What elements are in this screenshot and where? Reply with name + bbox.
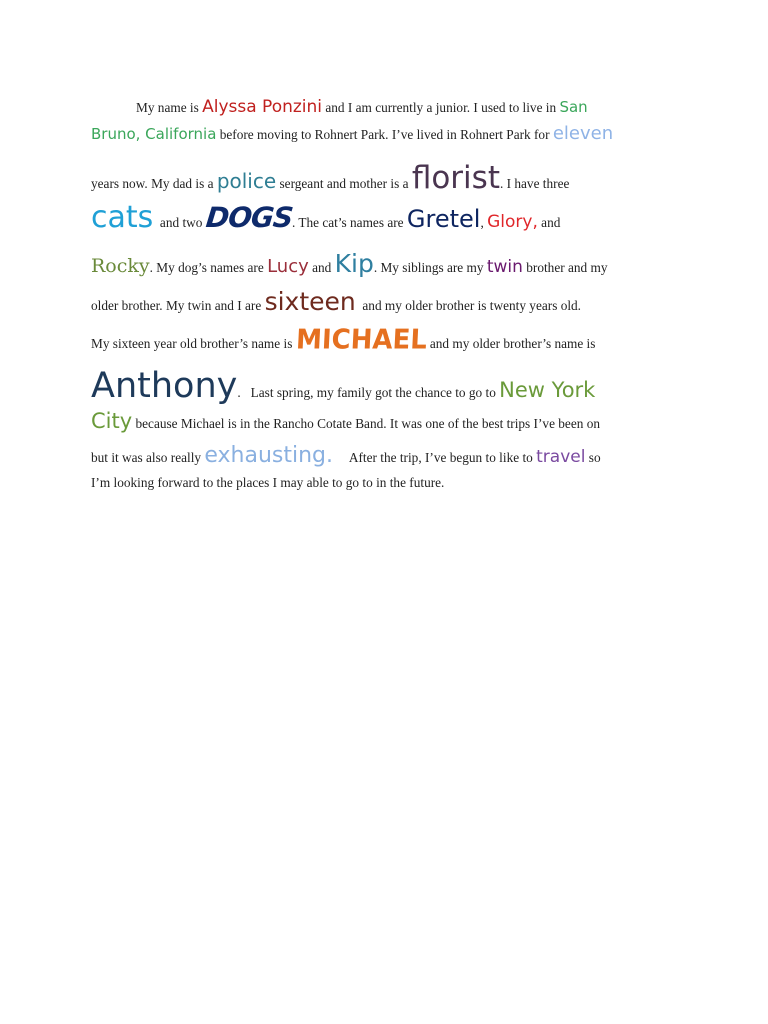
highlight-lucy: Lucy bbox=[267, 256, 309, 277]
highlight-police: police bbox=[216, 169, 277, 193]
highlight-sixteen: sixteen bbox=[264, 287, 356, 316]
highlight-glory: Glory, bbox=[487, 212, 538, 232]
highlight-dogs: DOGS bbox=[204, 201, 294, 234]
line-6 bbox=[91, 286, 681, 319]
highlight-michael: MICHAEL bbox=[294, 324, 428, 356]
text-segment: My sixteen year old brother’s name is bbox=[91, 336, 296, 351]
text-segment: years now. My dad is a bbox=[91, 176, 217, 191]
highlight-eleven: eleven bbox=[552, 123, 614, 144]
text-segment: . Last spring, my family got the chance to go to bbox=[237, 385, 500, 400]
text-segment: and bbox=[308, 260, 335, 275]
highlight-name: Alyssa Ponzini bbox=[202, 97, 323, 117]
text-segment: , bbox=[480, 215, 488, 230]
highlight-travel: travel bbox=[536, 447, 586, 467]
line-10 bbox=[91, 442, 681, 471]
text-segment: because Michael is in the Rancho Cotate Band. It was one of the best trips I’ve been on bbox=[132, 416, 601, 431]
text-segment: After the trip, I’ve begun to like to bbox=[333, 450, 537, 465]
text-segment: and bbox=[537, 215, 561, 230]
text-segment: sergeant and mother is a bbox=[276, 176, 412, 191]
line-11 bbox=[91, 474, 681, 491]
text-segment: and my older brother’s name is bbox=[426, 336, 596, 351]
line-5 bbox=[91, 248, 681, 281]
line-4 bbox=[91, 198, 681, 237]
line-3 bbox=[91, 158, 681, 198]
highlight-gretel: Gretel bbox=[406, 205, 481, 233]
line-8 bbox=[91, 364, 681, 410]
line-2 bbox=[91, 122, 681, 145]
text-segment: . The cat’s names are bbox=[291, 215, 407, 230]
line-7 bbox=[91, 324, 681, 358]
highlight-cats: cats bbox=[91, 200, 154, 235]
highlight-rocky: Rocky bbox=[91, 255, 150, 277]
highlight-city: City bbox=[91, 409, 133, 433]
highlight-new-york: New York bbox=[499, 378, 596, 402]
highlight-kip: Kip bbox=[334, 249, 374, 278]
text-segment: . I have three bbox=[499, 176, 570, 191]
text-segment: . My siblings are my bbox=[373, 260, 487, 275]
line-9 bbox=[91, 408, 681, 435]
text-segment: and I am currently a junior. I used to live in bbox=[322, 100, 560, 115]
text-segment: brother and my bbox=[522, 260, 608, 275]
text-segment: and two bbox=[153, 215, 206, 230]
highlight-bruno-california: Bruno, California bbox=[91, 125, 217, 143]
highlight-florist: florist bbox=[411, 160, 500, 196]
highlight-san: San bbox=[559, 98, 588, 116]
text-segment: I’m looking forward to the places I may able to go to in the future. bbox=[91, 475, 445, 490]
highlight-anthony: Anthony bbox=[91, 366, 238, 406]
text-segment: before moving to Rohnert Park. I’ve lived in Rohnert Park for bbox=[216, 127, 553, 142]
highlight-exhausting: exhausting. bbox=[204, 443, 334, 468]
text-segment: so bbox=[585, 450, 601, 465]
text-segment: but it was also really bbox=[91, 450, 205, 465]
text-segment: . My dog’s names are bbox=[149, 260, 268, 275]
highlight-twin: twin bbox=[486, 257, 523, 277]
text-segment: and my older brother is twenty years old. bbox=[355, 298, 582, 313]
line-1 bbox=[91, 96, 681, 118]
text-segment: My name is bbox=[136, 100, 203, 115]
text-segment: older brother. My twin and I are bbox=[91, 298, 265, 313]
